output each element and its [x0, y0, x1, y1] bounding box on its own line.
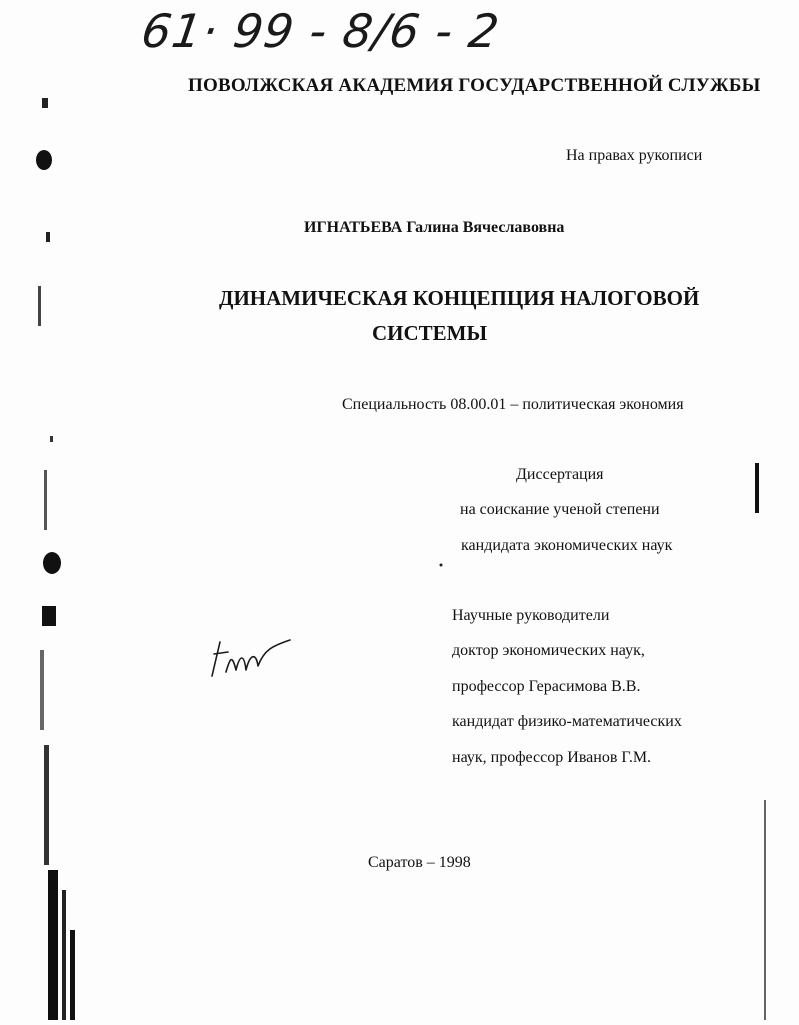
degree-line: Диссертация	[516, 466, 604, 483]
scan-streak	[40, 650, 44, 730]
binding-shadow	[62, 890, 66, 1020]
scan-streak	[38, 286, 41, 326]
scan-speck	[46, 232, 50, 242]
advisors-line: наук, профессор Иванов Г.М.	[452, 749, 652, 766]
dissertation-title-line: СИСТЕМЫ	[372, 321, 488, 345]
handwritten-signature	[206, 632, 296, 682]
institution-name: ПОВОЛЖСКАЯ АКАДЕМИЯ ГОСУДАРСТВЕННОЙ СЛУЖБЫ	[188, 75, 761, 96]
scan-speck	[440, 564, 443, 567]
scan-blot	[42, 606, 56, 626]
binding-shadow	[48, 870, 58, 1020]
advisors-line: доктор экономических наук,	[452, 642, 645, 659]
manuscript-note: На правах рукописи	[566, 147, 703, 164]
scan-speck	[50, 436, 53, 442]
punch-hole-mark	[43, 552, 61, 574]
scan-streak	[44, 470, 47, 530]
advisors-line: Научные руководители	[452, 607, 610, 624]
scan-speck	[42, 98, 48, 108]
scan-streak	[755, 463, 759, 513]
binding-shadow	[70, 930, 75, 1020]
punch-hole-mark	[36, 150, 52, 170]
specialty-line: Специальность 08.00.01 – политическая экономия	[342, 396, 684, 413]
degree-line: на соискание ученой степени	[460, 501, 660, 518]
advisors-line: профессор Герасимова В.В.	[452, 678, 641, 695]
city-year: Саратов – 1998	[368, 854, 471, 871]
author-name: ИГНАТЬЕВА Галина Вячеславовна	[304, 219, 565, 236]
advisors-line: кандидат физико-математических	[452, 713, 682, 730]
scan-streak	[764, 800, 766, 1020]
dissertation-title-line: ДИНАМИЧЕСКАЯ КОНЦЕПЦИЯ НАЛОГОВОЙ	[219, 286, 700, 310]
degree-line: кандидата экономических наук	[461, 537, 673, 554]
scan-streak	[44, 745, 49, 865]
handwritten-catalog-code: 61· 99 - 8/6 - 2	[138, 4, 504, 58]
